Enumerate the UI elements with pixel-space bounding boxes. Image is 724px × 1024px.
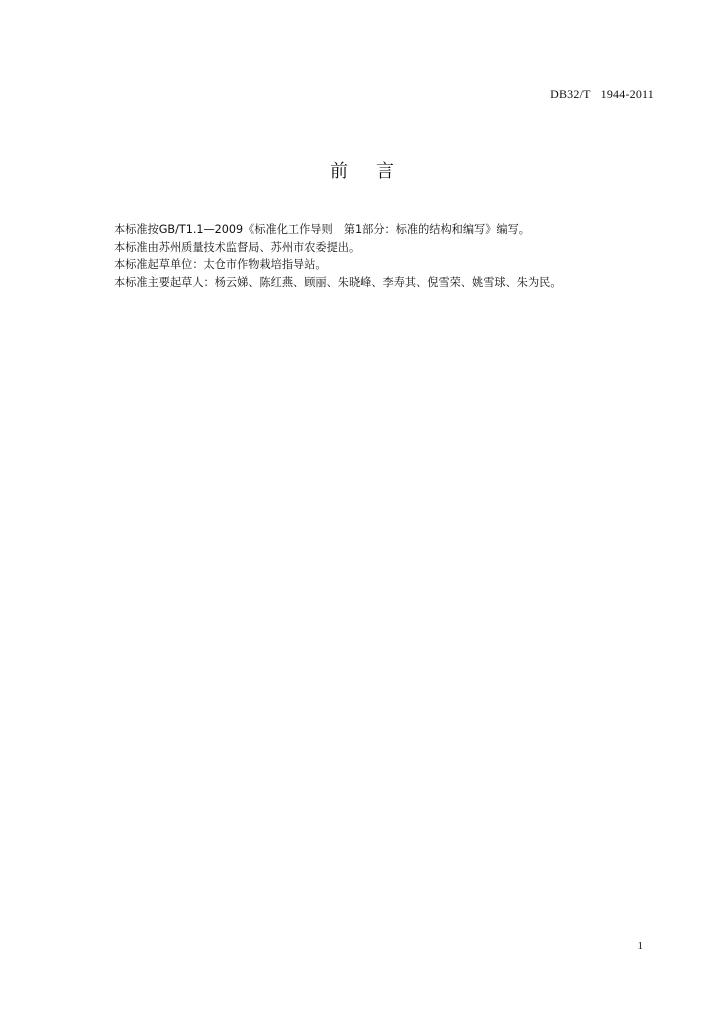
paragraph-drafting-unit: 本标准起草单位：太仓市作物栽培指导站。 <box>114 258 327 271</box>
foreword-body <box>114 221 674 291</box>
standard-code-number: 1944-2011 <box>600 87 654 101</box>
standard-code <box>550 87 654 102</box>
section-title: 前言 <box>330 161 422 182</box>
standard-code-prefix: DB32/T <box>550 87 591 101</box>
paragraph-drafters: 本标准主要起草人：杨云娣、陈红燕、顾丽、朱晓峰、李寿其、倪雪荣、姚雪球、朱为民。 <box>114 275 562 289</box>
paragraph-drafting-rules: 本标准按GB/T1.1—2009《标准化工作导则 第1部分：标准的结构和编写》编写。 <box>114 223 530 236</box>
page-number: 1 <box>637 940 643 952</box>
paragraph-proposer: 本标准由苏州质量技术监督局、苏州市农委提出。 <box>114 240 361 254</box>
